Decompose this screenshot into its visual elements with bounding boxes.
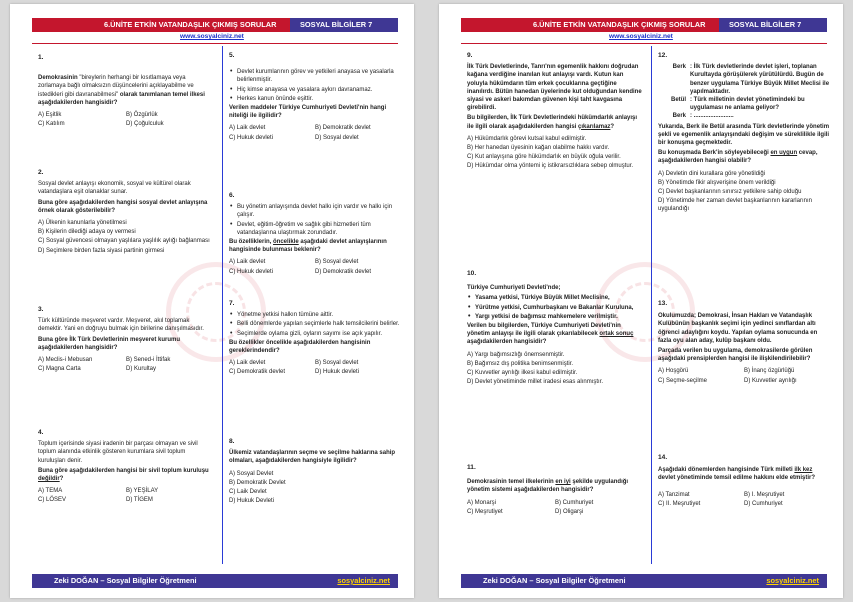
option-a[interactable]: A) Tanzimat [658, 491, 690, 498]
option-c[interactable]: C) Sosyal güvencesi olmayan yaşlılara yaşlılık aylığı bağlanması [38, 238, 210, 245]
option-d[interactable]: D) Yönetimde her zaman devlet başkanlarının kararlarının uygulandığı [658, 198, 812, 213]
statement-item: • Herkes kanun önünde eşittir. [229, 95, 401, 103]
question-stem [229, 238, 401, 254]
question-number: 1. [38, 54, 44, 61]
speaker-label: Berk [672, 64, 686, 71]
dialogue [658, 63, 830, 120]
question-stem-end: ? [59, 476, 64, 483]
option-c[interactable]: C) Magna Carta [38, 366, 81, 373]
option-d[interactable]: D) Kuvvetler ayrılığı [744, 377, 797, 384]
question-text: Türkiye Cumhuriyeti Devleti'nde; [467, 285, 561, 292]
question-number: 4. [38, 429, 44, 436]
option-d[interactable]: D) Kurultay [126, 366, 157, 373]
question-stem: Buna göre İlk Türk Devletlerinin meşveret kurumu aşağıdakilerden hangisidir? [38, 336, 181, 351]
statement-list [229, 311, 401, 338]
question-text: Sosyal devlet anlayışı ekonomik, sosyal ve kültürel olarak vatandaşlara eşit olanaklar sunar. [38, 181, 191, 196]
question-8 [229, 438, 401, 506]
answer-options [38, 356, 214, 373]
question-text: Toplum içerisinde siyasi iradenin bir parçası olmayan ve sivil toplum alanında etkinlik gösteren kurumlara sivil toplum kuruluşları denir. [38, 441, 198, 464]
question-stem-text: Buna göre aşağıdakilerden hangisi bir sivil toplum kuruluşu [38, 467, 209, 474]
answer-options [658, 491, 830, 508]
question-stem-end: devlet yönetiminde temsil edilme hakkını elde etmiştir? [658, 475, 816, 482]
speaker-text: : İlk Türk devletlerinde devlet işleri, toplanan Kurultayda görüşülerek yürütülürdü. Bugün de benzer uygulama Türkiye Büyük Millet Meclisi ile yapılmaktadır. [690, 64, 830, 95]
question-6 [229, 192, 401, 276]
footer-site-link[interactable]: sosyalciniz.net [337, 576, 390, 585]
question-13 [658, 300, 830, 385]
question-stem-emphasis: en iyi [555, 479, 571, 486]
option-c[interactable]: C) Demokratik devlet [229, 369, 286, 376]
option-a[interactable]: A) Devletin dini kurallara göre yönetildiği [658, 170, 766, 177]
question-number: 8. [229, 438, 235, 445]
statement-item: • Yasama yetkisi, Türkiye Büyük Millet Meclisine, [467, 294, 643, 302]
question-stem-emphasis: ilk kez [794, 467, 813, 474]
question-11 [467, 464, 643, 516]
question-stem-end: ? [610, 123, 615, 130]
option-d[interactable]: D) Hukuk devleti [315, 369, 360, 376]
question-text-bold: Demokrasinin [38, 75, 78, 82]
option-c[interactable]: C) Kut anlayışına göre hükümdarlık en büyük oğula verilir. [467, 154, 621, 161]
option-c[interactable]: C) Katılım [38, 121, 65, 128]
option-c[interactable]: C) Hukuk devleti [229, 134, 274, 141]
question-text: Okulumuzda; Demokrasi, İnsan Hakları ve Vatandaşlık Kulübünün başkanlık seçimi için yedinci sınıflardan altı öğrenci adaylığını koydu. Yapılan oylama sonucunda en fazla oyu alan aday, kulüp başkanı oldu. [658, 313, 818, 344]
answer-options [229, 124, 401, 141]
worksheet-page-left [10, 4, 414, 598]
question-stem-text: Bu özelliklerin, [229, 239, 274, 246]
site-link[interactable]: www.sosyalciniz.net [180, 33, 244, 40]
page-footer [32, 574, 398, 588]
question-3 [38, 306, 214, 373]
question-stem: Buna göre aşağıdakilerden hangisi sosyal devlet anlayışına örnek olarak gösterilebilir? [38, 199, 208, 214]
option-d[interactable]: D) Demokratik devlet [315, 268, 372, 275]
question-stem-end: aşağıdakilerden hangisidir? [467, 339, 547, 346]
answer-options [467, 135, 643, 171]
footer-site-link[interactable]: sosyalciniz.net [766, 576, 819, 585]
question-text: İlk Türk Devletlerinde, Tanrı'nın egemenlik hakkını doğrudan kağana verdiğine inanılan kut anlayışı vardı. Kutun kan yoluyla hükümdarın tüm erkek çocuklarına geçtiğine inanılırdı. Bütün hanedan üyelerinde kut olduğundan kendine siyasi ve askeri bakımdan güvenen kişi taht kavgasına girebilirdi. [467, 64, 642, 112]
option-a[interactable]: A) Laik devlet [229, 259, 266, 266]
option-d[interactable]: D) Devlet yönetiminde millet iradesi esas alınmıştır. [467, 379, 604, 386]
question-number: 12. [658, 52, 668, 59]
option-d[interactable]: D) TİGEM [126, 497, 153, 504]
answer-options [229, 258, 401, 275]
footer-author: Zeki DOĞAN – Sosyal Bilgiler Öğretmeni [483, 576, 626, 585]
option-b[interactable]: B) Sened-i İttifak [126, 357, 171, 364]
option-c[interactable]: C) Hukuk devleti [229, 268, 274, 275]
site-link[interactable]: www.sosyalciniz.net [609, 33, 673, 40]
option-b[interactable]: B) Demokratik Devlet [229, 479, 286, 486]
statement-item: • Belli dönemlerde yapılan seçimlerle halk temsilcilerini belirler. [229, 320, 401, 328]
option-a[interactable]: A) Sosyal Devlet [229, 470, 274, 477]
header-divider [461, 43, 827, 44]
option-b[interactable]: B) Sosyal devlet [315, 259, 359, 266]
option-d[interactable]: D) Hukuk Devleti [229, 498, 275, 505]
option-a[interactable]: A) Laik devlet [229, 125, 266, 132]
speaker-text: : Türk milletinin devlet yönetimindeki bu uygulaması ne anlama geliyor? [690, 97, 805, 112]
question-text: "bireylerin herhangi bir kısıtlamaya veya zorlamaya bağlı olmaksızın düşüncelerini açıklayabilme ve istedikleri gibi davranabilmesi" [38, 75, 194, 98]
option-b[interactable]: B) I. Meşrutiyet [744, 491, 785, 498]
question-number: 10. [467, 270, 477, 277]
question-stem-text: Bu bilgilerden, İlk Türk Devletlerindeki hükümdarlık anlayışı ile ilgili olarak aşağıdakilerden hangisi [467, 115, 638, 130]
question-9 [467, 52, 643, 172]
question-stem-end: aşağıdaki devlet anlayışlarının hangisinde bulunması beklenir? [229, 239, 387, 254]
question-stem: Verilen maddeler Türkiye Cumhuriyeti Devleti'nin hangi niteliği ile ilgilidir? [229, 105, 387, 120]
question-number: 9. [467, 52, 473, 59]
statement-item: • Devlet, eğitim-öğretim ve sağlık gibi hizmetleri tüm vatandaşlarına ulaştırmak zorundadır. [229, 221, 401, 237]
option-b[interactable]: B) Her hanedan üyesinin kağan olabilme hakkı vardır. [467, 145, 610, 152]
option-a[interactable]: A) Yargı bağımsızlığı önemsenmiştir. [467, 351, 565, 358]
option-a[interactable]: A) Monarşi [467, 499, 497, 506]
answer-options [38, 487, 214, 504]
option-b[interactable]: B) Yönetimde fikir alışverişine önem verildiği [658, 179, 776, 186]
question-stem-end: şekilde uygulandığı yönetim sistemi aşağıdakilerden hangisidir? [467, 479, 629, 494]
question-stem: olarak tanımlanan temel ilkesi aşağıdakilerden hangisidir? [38, 91, 205, 106]
question-number: 5. [229, 52, 235, 59]
option-d[interactable]: D) Cumhuriyet [744, 500, 783, 507]
option-c[interactable]: C) II. Meşrutiyet [658, 500, 701, 507]
question-4 [38, 429, 214, 505]
question-stem-end: cevap, aşağıdakilerden hangisi olabilir? [658, 150, 818, 165]
option-d[interactable]: D) Seçimlere birden fazla siyasi partinin girmesi [38, 247, 165, 254]
question-14 [658, 454, 830, 508]
header-subject: SOSYAL BİLGİLER 7 [290, 18, 398, 32]
answer-options [229, 470, 401, 506]
question-text: Yukarıda, Berk ile Betül arasında Türk devletlerinde yönetim şekli ve egemenlik anlayışındaki değişim ve süreklilikle ilgili bir konuşma geçmektedir. [658, 123, 830, 147]
question-2 [38, 169, 214, 256]
question-stem: Parçada verilen bu uygulama, demokrasilerde görülen aşağıdaki prensiplerden hangisi ile ilişkilendirilebilir? [658, 348, 813, 363]
option-b[interactable]: B) Cumhuriyet [555, 499, 594, 506]
speaker-label: Betül [671, 97, 686, 104]
option-c[interactable]: C) Meşrutiyet [467, 508, 503, 515]
statement-item: • Bu yönetim anlayışında devlet halkı için vardır ve halkı için çalışır. [229, 203, 401, 219]
option-d[interactable]: D) Sosyal devlet [315, 134, 359, 141]
question-5 [229, 52, 401, 142]
question-stem-text: Demokrasinin temel ilkelerinin [467, 479, 556, 486]
question-text: Türk kültüründe meşveret vardır. Meşveret, akıl toplamak demektir. Yani en doğruyu bulmak için birilerine danışılmasıdır. [38, 318, 204, 333]
question-12 [658, 52, 830, 215]
statement-item: • Yönetme yetkisi halkın tümüne aittir. [229, 311, 401, 319]
option-d[interactable]: D) Oligarşi [555, 508, 584, 515]
question-number: 11. [467, 464, 476, 471]
question-number: 2. [38, 169, 44, 176]
option-b[interactable]: B) Bağımsız dış politika benimsenmiştir. [467, 360, 574, 367]
answer-options [658, 170, 830, 214]
question-stem: Bu özellikler öncelikle aşağıdakilerden hangisinin gereklerindendir? [229, 339, 371, 355]
option-c[interactable]: C) LÖSEV [38, 497, 67, 504]
answer-options [38, 219, 214, 255]
option-b[interactable]: B) Sosyal devlet [315, 360, 359, 367]
footer-author: Zeki DOĞAN – Sosyal Bilgiler Öğretmeni [54, 576, 197, 585]
answer-options [658, 367, 830, 384]
question-stem [467, 478, 643, 494]
option-a[interactable]: A) Meclis-i Mebusan [38, 357, 93, 364]
header-divider [32, 43, 398, 44]
question-stem-emphasis: en uygun [770, 150, 798, 157]
option-a[interactable]: A) Laik devlet [229, 360, 266, 367]
dialogue-line [658, 63, 830, 96]
worksheet-page-right [439, 4, 843, 598]
question-7 [229, 300, 401, 377]
option-c[interactable]: C) Seçme-seçilme [658, 377, 708, 384]
question-stem-emphasis: değildir [38, 476, 60, 483]
question-number: 13. [658, 300, 668, 307]
option-a[interactable]: A) Hoşgörü [658, 368, 689, 375]
answer-options [467, 499, 643, 516]
option-a[interactable]: A) TEMA [38, 488, 63, 495]
question-stem [658, 466, 830, 482]
statement-item: • Yürütme yetkisi, Cumhurbaşkanı ve Bakanlar Kuruluna, [467, 304, 643, 312]
statement-item: • Hiç kimse anayasa ve yasalara aykırı davranamaz. [229, 86, 401, 94]
question-number: 3. [38, 306, 44, 313]
statement-item: • Yargı yetkisi de bağımsız mahkemelere verilmiştir. [467, 313, 643, 321]
option-b[interactable]: B) İnanç özgürlüğü [744, 368, 795, 375]
option-d[interactable]: D) Hükümdar olma yöntemi iç istikrarsızlıklara sebep olmuştur. [467, 163, 634, 170]
option-b[interactable]: B) YEŞİLAY [126, 488, 159, 495]
question-number: 6. [229, 192, 235, 199]
dialogue-line [658, 112, 830, 120]
header-title: 6.ÜNİTE ETKİN VATANDAŞLIK ÇIKMIŞ SORULAR [32, 18, 290, 32]
question-stem-emphasis: ortak sonuç [599, 331, 634, 338]
option-c[interactable]: C) Devlet başkanlarının sınırsız yetkilere sahip olduğu [658, 189, 802, 196]
question-stem-emphasis: çıkarılamaz [578, 123, 611, 130]
option-d[interactable]: D) Çoğulculuk [126, 121, 164, 128]
option-b[interactable]: B) Demokratik devlet [315, 125, 371, 132]
statement-list [467, 294, 643, 321]
dialogue-line [658, 96, 830, 112]
option-a[interactable]: A) Hükümdarlık görevi kutsal kabul edilmiştir. [467, 135, 587, 142]
option-a[interactable]: A) Ülkenin kanunlarla yönetilmesi [38, 220, 127, 227]
header-subject: SOSYAL BİLGİLER 7 [719, 18, 827, 32]
question-number: 7. [229, 300, 235, 307]
question-stem-emphasis: öncelikle [273, 239, 299, 246]
question-stem [38, 467, 214, 483]
question-stem-text: Bu konuşmada Berk'in söyleyebileceği [658, 150, 771, 157]
statement-item: • Seçimlerde oylama gizli, oyların sayımı ise açık yapılır. [229, 330, 401, 338]
answer-options [229, 359, 401, 376]
question-stem-text: Aşağıdaki dönemlerden hangisinde Türk milleti [658, 467, 795, 474]
page-header [461, 18, 827, 32]
question-10 [467, 270, 643, 387]
header-title: 6.ÜNİTE ETKİN VATANDAŞLIK ÇIKMIŞ SORULAR [461, 18, 719, 32]
speaker-label: Berk [672, 113, 686, 120]
option-b[interactable]: B) Özgürlük [126, 112, 158, 119]
answer-options [38, 111, 214, 128]
speaker-text: : ........................ [690, 113, 734, 120]
page-header [32, 18, 398, 32]
question-stem-text: Verilen bu bilgilerden, Türkiye Cumhuriyeti Devleti'nin yönetim anlayışı ile ilgili olarak çıkarılabilecek [467, 323, 621, 338]
question-stem [658, 149, 830, 165]
statement-item: • Devlet kurumlarının görev ve yetkileri anayasa ve yasalarla belirlenmiştir. [229, 68, 401, 84]
question-1 [38, 54, 214, 128]
question-stem [467, 322, 643, 347]
option-c[interactable]: C) Kuvvetler ayrılığı ilkesi kabul edilmiştir. [467, 370, 578, 377]
question-stem [467, 114, 643, 130]
option-b[interactable]: B) Kişilerin dilediği adaya oy vermesi [38, 229, 136, 236]
option-a[interactable]: A) Eşitlik [38, 112, 62, 119]
question-stem: Ülkemiz vatandaşlarının seçme ve seçilme haklarına sahip olmaları, aşağıdakilerden hangisiyle ilgilidir? [229, 450, 396, 465]
page-footer [461, 574, 827, 588]
option-c[interactable]: C) Laik Devlet [229, 489, 267, 496]
statement-list [229, 68, 401, 103]
answer-options [467, 351, 643, 387]
statement-list [229, 203, 401, 237]
question-number: 14. [658, 454, 668, 461]
